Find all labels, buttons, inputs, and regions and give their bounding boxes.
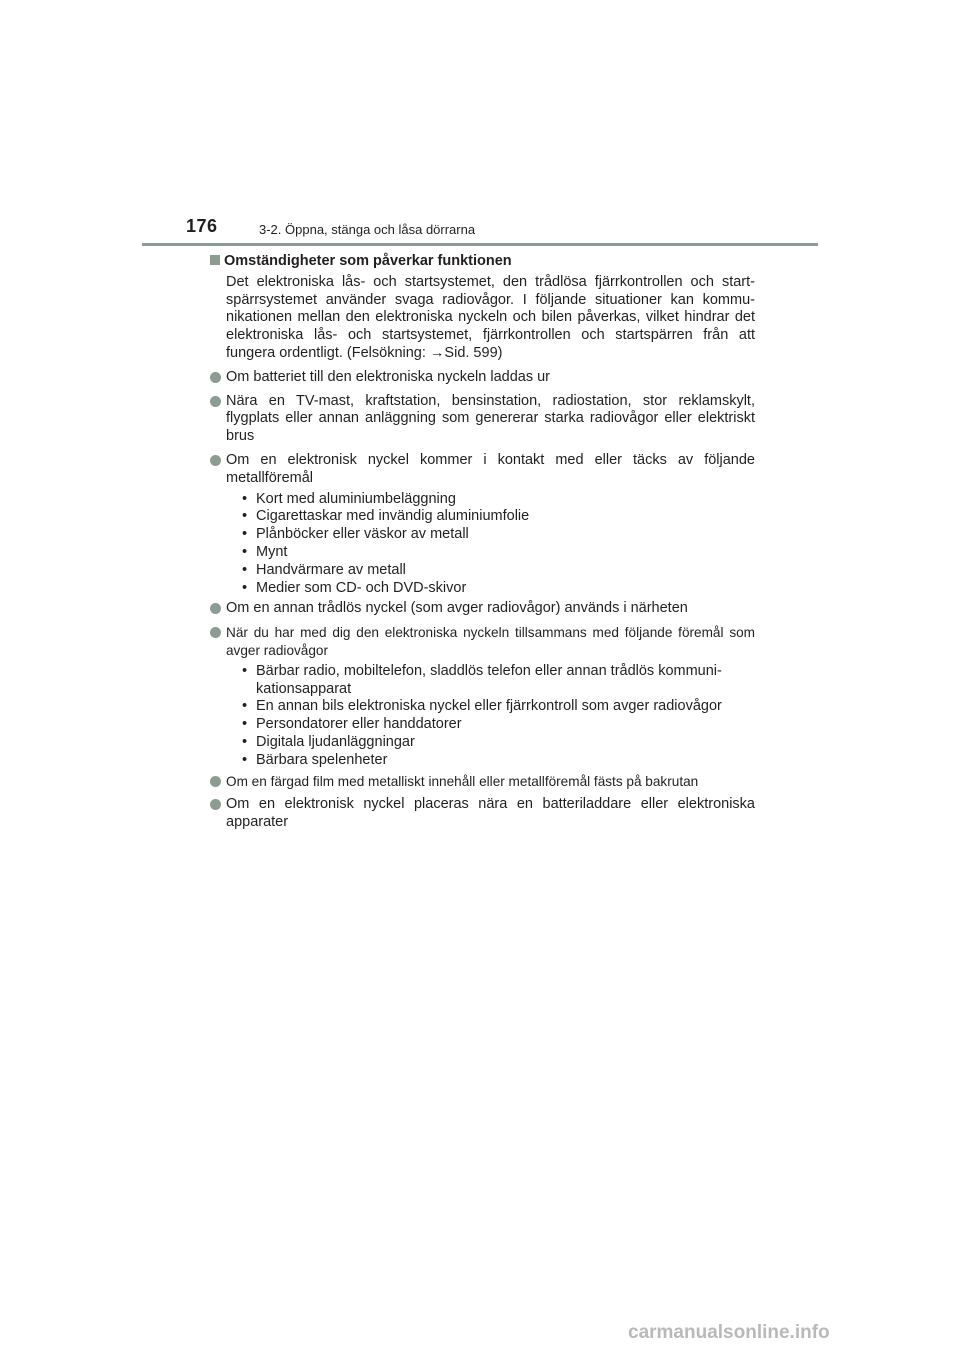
main-content xyxy=(210,253,755,832)
bullet-text: Nära en TV-mast, kraftstation, bensinstation, radiostation, stor reklamskylt, flygplats eller annan anläggning som genererar starka radiovågor eller elektriskt brus xyxy=(226,392,755,445)
watermark: carmanualsonline.info xyxy=(628,1322,830,1343)
round-bullet-icon xyxy=(210,776,221,787)
sub-list-item xyxy=(242,526,755,544)
bullet-text: Om en elektronisk nyckel kommer i kontakt med eller täcks av följande metallföremål xyxy=(226,451,755,486)
sub-bullet-mark: • xyxy=(242,698,248,715)
round-bullet-icon xyxy=(210,627,221,638)
round-bullet-icon xyxy=(210,799,221,810)
heading-text: Omständigheter som påverkar funktionen xyxy=(224,253,512,269)
bullet-text: Om en färgad film med metalliskt innehåll eller metallföremål fästs på bakrutan xyxy=(226,773,699,789)
round-bullet-icon xyxy=(210,455,221,466)
sub-item-text: Cigarettaskar med invändig aluminiumfolie xyxy=(256,508,530,525)
sub-list-item xyxy=(242,544,755,562)
sub-bullet-mark: • xyxy=(242,543,248,560)
bullet-text: Om en elektronisk nyckel placeras nära en batteriladdare eller elektroniska apparater xyxy=(226,796,755,831)
sub-bullet-mark: • xyxy=(242,561,248,578)
sub-bullet-mark: • xyxy=(242,490,248,507)
radio-items-list xyxy=(242,663,755,770)
sub-item-text: Bärbar radio, mobiltelefon, sladdlös telefon eller annan trådlös kommunikationsapparat xyxy=(256,662,722,697)
sub-list-item xyxy=(242,716,755,734)
sub-item-text: Medier som CD- och DVD-skivor xyxy=(256,579,467,596)
sub-bullet-mark: • xyxy=(242,508,248,525)
list-item xyxy=(210,796,755,832)
round-bullet-icon xyxy=(210,372,221,383)
sub-bullet-mark: • xyxy=(242,662,248,679)
sub-item-text: Persondatorer eller handdatorer xyxy=(256,716,462,733)
section-title: 3-2. Öppna, stänga och låsa dörrarna xyxy=(259,222,476,237)
sub-bullet-mark: • xyxy=(242,716,248,733)
sub-list-item xyxy=(242,752,755,770)
sub-bullet-mark: • xyxy=(242,751,248,768)
list-item xyxy=(210,369,755,387)
round-bullet-icon xyxy=(210,396,221,407)
sub-item-text: Digitala ljudanläggningar xyxy=(256,733,415,750)
sub-list-item xyxy=(242,562,755,580)
intro-paragraph: Det elektroniska lås- och startsystemet, den trådlösa fjärrkontrollen och startspärrsystemet använder svaga radiovågor. I följande situationer kan kommunikationen mellan den elektroniska nyckeln och bilen påverkas, vilket hindrar det elektroniska lås- och startsystemet, fjärrkontrollen och startspärren från att fungera ordentligt. (Felsökning: →Sid. 599) xyxy=(226,273,755,361)
sub-item-text: Plånböcker eller väskor av metall xyxy=(256,526,469,543)
sub-bullet-mark: • xyxy=(242,579,248,596)
sub-list-item xyxy=(242,580,755,598)
metal-items-list xyxy=(242,491,755,598)
list-item xyxy=(210,452,755,488)
list-item xyxy=(210,393,755,446)
sub-item-text: Kort med aluminiumbeläggning xyxy=(256,490,456,507)
sub-item-text: En annan bils elektroniska nyckel eller fjärrkontroll som avger radiovågor xyxy=(256,698,722,715)
square-bullet-icon xyxy=(210,255,220,265)
page-number: 176 xyxy=(186,216,218,236)
sub-list-item xyxy=(242,663,755,699)
list-item xyxy=(210,600,755,618)
sub-item-text: Bärbara spelenheter xyxy=(256,751,388,768)
sub-bullet-mark: • xyxy=(242,733,248,750)
sub-item-text: Mynt xyxy=(256,543,288,560)
sub-list-item xyxy=(242,734,755,752)
sub-list-item xyxy=(242,508,755,526)
section-heading xyxy=(210,253,755,271)
sub-item-text: Handvärmare av metall xyxy=(256,561,406,578)
bullet-text: Om en annan trådlös nyckel (som avger radiovågor) används i närheten xyxy=(226,600,688,617)
round-bullet-icon xyxy=(210,603,221,614)
sub-list-item xyxy=(242,698,755,716)
bullet-text: Om batteriet till den elektroniska nyckeln laddas ur xyxy=(226,368,550,385)
bullet-text: När du har med dig den elektroniska nyckeln tillsammans med följande föremål som avger radiovågor xyxy=(226,625,755,658)
sub-bullet-mark: • xyxy=(242,526,248,543)
sub-list-item xyxy=(242,491,755,509)
list-item xyxy=(210,773,755,791)
header-divider xyxy=(142,243,818,246)
list-item xyxy=(210,624,755,660)
